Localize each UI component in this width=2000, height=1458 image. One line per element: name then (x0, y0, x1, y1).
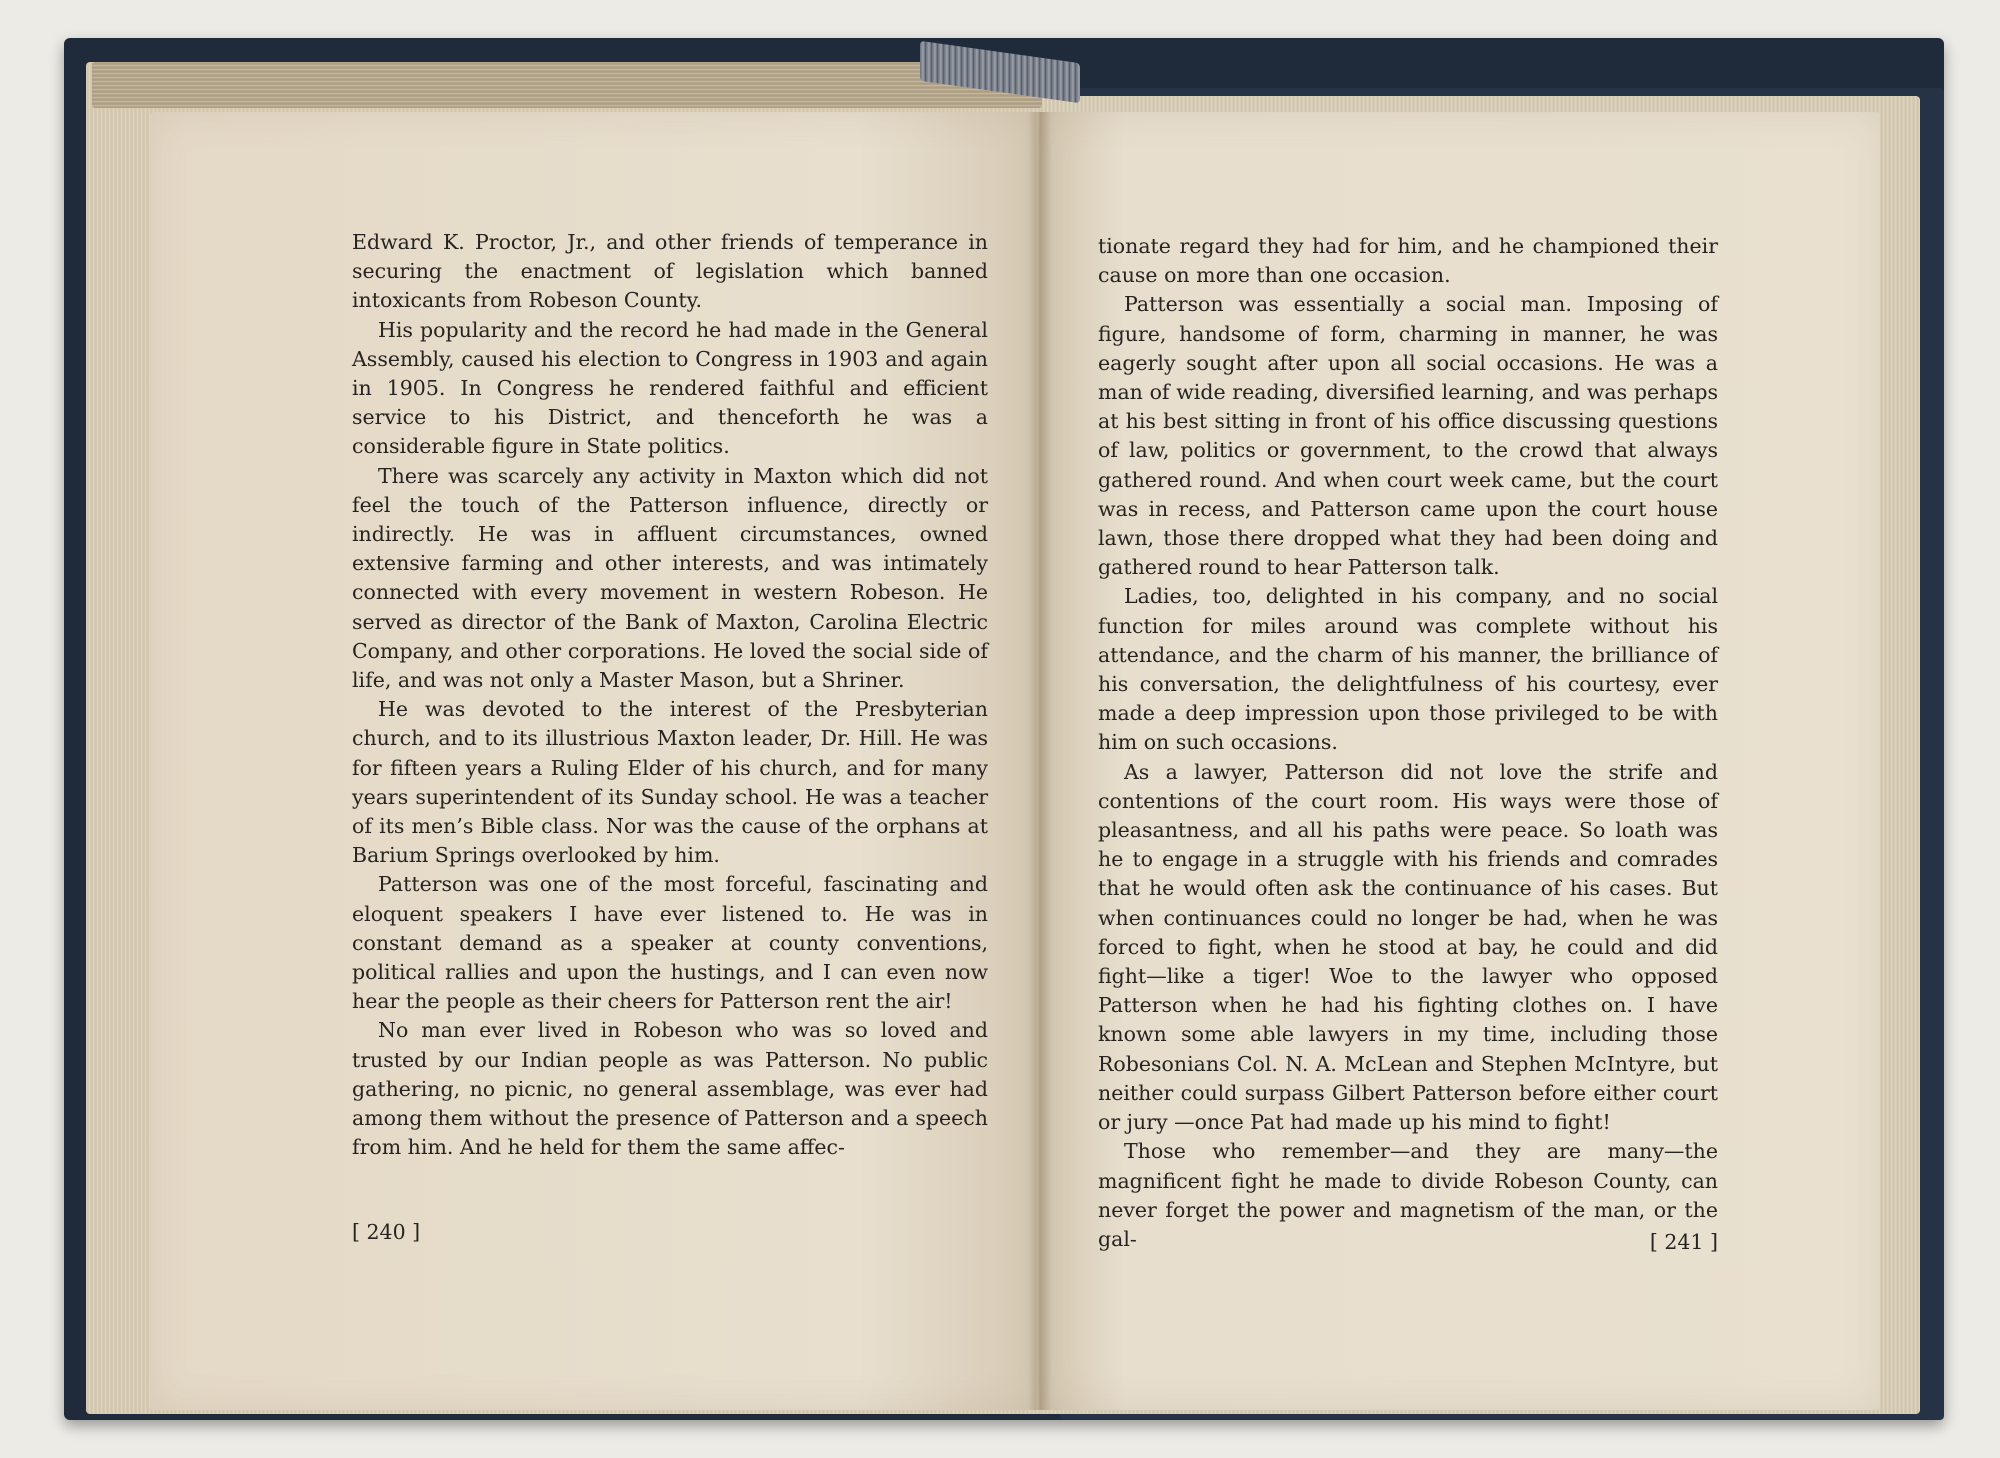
paragraph: No man ever lived in Robeson who was so loved and trusted by our Indian people as was Patterson. No public gathering, no picnic, no general assemblage, was ever had among them without the presence of Patterson and a speech from him. And he held for them the same affec- (352, 1018, 988, 1160)
paragraph: Edward K. Proctor, Jr., and other friends of temperance in securing the enactment of legislation which banned intoxicants from Robeson County. (352, 230, 988, 313)
right-page-number: [ 241 ] (1649, 1230, 1718, 1254)
paragraph: Patterson was one of the most forceful, fascinating and eloquent speakers I have ever listened to. He was in constant demand as a speaker at county conventions, political rallies and upon the hustings, and I can even now hear the people as their cheers for Patterson rent the air! (352, 872, 988, 1014)
paragraph: His popularity and the record he had made in the General Assembly, caused his election to Congress in 1903 and again in 1905. In Congress he rendered faithful and efficient service to his District, and thenceforth he was a considerable figure in State politics. (352, 317, 988, 459)
right-page-text (1098, 232, 1718, 1254)
left-page-text (352, 228, 988, 1163)
paragraph: He was devoted to the interest of the Presbyterian church, and to its illustrious Maxton leader, Dr. Hill. He was for fifteen years a Ruling Elder of his church, and for many years superintendent of its Sunday school. He was a teacher of its men’s Bible class. Nor was the cause of the orphans at Barium Springs overlooked by him. (352, 697, 988, 868)
paragraph: tionate regard they had for him, and he championed their cause on more than one occasion. (1098, 234, 1718, 288)
left-page-number: [ 240 ] (352, 1220, 421, 1244)
top-page-edges (92, 62, 1042, 108)
paragraph: Ladies, too, delighted in his company, and no social function for miles around was complete without his attendance, and the charm of his manner, the brilliance of his conversation, the delightfulness of his courtesy, ever made a deep impression upon those privileged to be with him on such occasions. (1098, 584, 1718, 755)
paragraph: Patterson was essentially a social man. Imposing of figure, handsome of form, charming in manner, he was eagerly sought after upon all social occasions. He was a man of wide reading, diversified learning, and was perhaps at his best sitting in front of his office discussing questions of law, politics or government, to the crowd that always gathered round. And when court week came, but the court was in recess, and Patterson came upon the court house lawn, those there dropped what they had been doing and gathered round to hear Patterson talk. (1098, 292, 1718, 580)
paragraph: As a lawyer, Patterson did not love the strife and contentions of the court room. His ways were those of pleasantness, and all his paths were peace. So loath was he to engage in a struggle with his friends and comrades that he would often ask the continuance of his cases. But when continuances could no longer be had, when he was forced to fight, when he stood at bay, he could and did fight—like a tiger! Woe to the lawyer who opposed Patterson when he had his fighting clothes on. I have known some able lawyers in my time, including those Robesonians Col. N. A. McLean and Stephen McIntyre, but neither could surpass Gilbert Patterson before either court or jury —once Pat had made up his mind to fight! (1098, 759, 1718, 1135)
paragraph: Those who remember—and they are many—the magnificent fight he made to divide Robeson County, can never forget the power and magnetism of the man, or the gal- (1098, 1139, 1718, 1251)
paragraph: There was scarcely any activity in Maxton which did not feel the touch of the Patterson influence, directly or indirectly. He was in affluent circumstances, owned extensive farming and other interests, and was intimately connected with every movement in western Robeson. He served as director of the Bank of Maxton, Carolina Electric Company, and other corporations. He loved the social side of life, and was not only a Master Mason, but a Shriner. (352, 463, 988, 693)
book-gutter (1028, 112, 1052, 1410)
